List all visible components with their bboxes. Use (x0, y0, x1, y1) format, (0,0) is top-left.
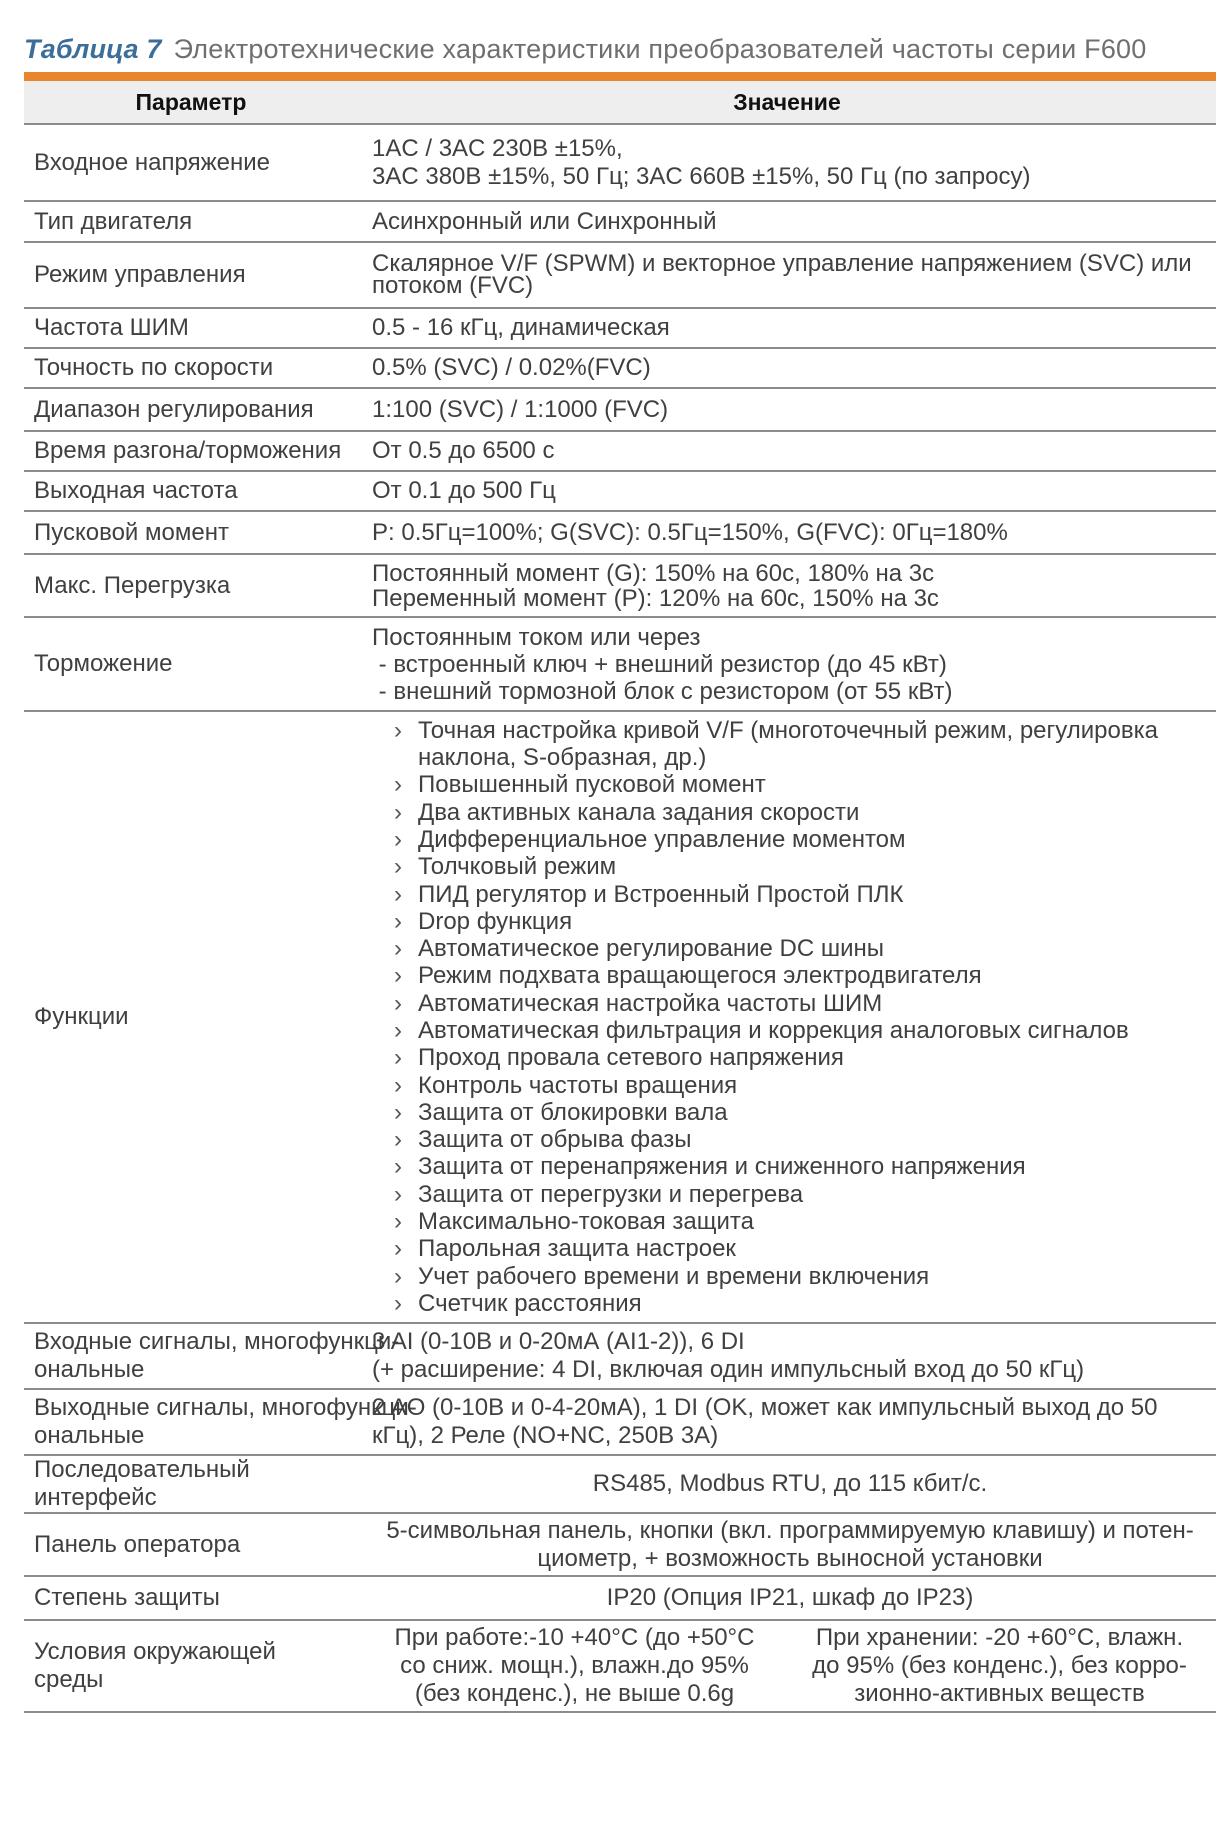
value-line: со сниж. мощн.), влажн.до 95% (400, 1652, 749, 1679)
chevron-right-icon: › (394, 1235, 402, 1263)
value-cell (358, 554, 1216, 617)
function-text: Автоматическая настройка частоты ШИМ (418, 989, 883, 1017)
function-list-item (372, 1208, 1208, 1235)
value-cell: IP20 (Опция IP21, шкаф до IP23) (358, 1576, 1216, 1620)
value-cell (358, 1513, 1216, 1576)
value-cell (358, 1389, 1216, 1455)
value-line: 2 AO (0-10В и 0-4-20мА), 1 DI (OK, может как импульсный выход до 50 (372, 1394, 1158, 1421)
param-cell: Пусковой момент (24, 511, 358, 554)
value-cell (358, 711, 1216, 1323)
function-list-item (372, 1099, 1208, 1126)
function-text: Точная настройка кривой V/F (многоточечный режим, регулировка наклона, S-образная, др.) (418, 716, 1158, 772)
value-line: 0.5% (SVC) / 0.02%(FVC) (372, 354, 651, 381)
table-row (24, 511, 1216, 554)
chevron-right-icon: › (394, 716, 402, 744)
table-row (24, 1323, 1216, 1389)
value-cell (358, 242, 1216, 308)
function-list-item (372, 1263, 1208, 1290)
function-list-item (372, 881, 1208, 908)
value-line: до 95% (без конденс.), без корро- (812, 1652, 1187, 1679)
param-line: ональные (34, 1422, 145, 1449)
value-line: При работе:-10 +40°С (до +50°С (394, 1624, 755, 1651)
value-cell (358, 201, 1216, 242)
value-line: 3 AI (0-10В и 0-20мА (AI1-2)), 6 DI (372, 1328, 745, 1355)
function-text: Автоматическое регулирование DC шины (418, 935, 885, 963)
function-text: Контроль частоты вращения (418, 1071, 738, 1099)
function-list-item (372, 990, 1208, 1017)
chevron-right-icon: › (394, 1208, 402, 1236)
value-line: (без конденс.), не выше 0.6g (414, 1680, 735, 1707)
value-line: От 0.5 до 6500 с (372, 437, 555, 464)
param-cell: Точность по скорости (24, 348, 358, 388)
function-list-item (372, 1126, 1208, 1153)
chevron-right-icon: › (394, 1071, 402, 1099)
table-row (24, 242, 1216, 308)
orange-header-rule (24, 72, 1216, 81)
param-line: Входные сигналы, многофункци- (34, 1328, 400, 1355)
function-text: Защита от перегрузки и перегрева (418, 1180, 804, 1208)
chevron-right-icon: › (394, 1017, 402, 1044)
function-list-item (372, 1044, 1208, 1071)
function-list-item (372, 1153, 1208, 1180)
param-cell: Время разгона/торможения (24, 431, 358, 471)
param-cell: Торможение (24, 617, 358, 711)
param-cell (24, 1389, 417, 1455)
operating-conditions (362, 1624, 787, 1708)
function-text: Максимально-токовая защита (418, 1208, 754, 1236)
table-row (24, 1513, 1216, 1576)
param-cell (24, 1323, 400, 1389)
value-line: Переменный момент (P): 120% на 60с, 150% на 3с (372, 584, 939, 612)
header-parameter: Параметр (24, 81, 358, 124)
table-row (24, 711, 1216, 1323)
chevron-right-icon: › (394, 1262, 402, 1290)
function-text: Счетчик расстояния (418, 1289, 642, 1317)
function-list-item (372, 771, 1208, 798)
chevron-right-icon: › (394, 1126, 402, 1154)
function-text: Защита от перенапряжения и сниженного напряжения (418, 1153, 1026, 1181)
param-cell: Условия окружающей среды (24, 1620, 358, 1712)
param-cell: Макс. Перегрузка (24, 554, 358, 617)
table-row (24, 1455, 1216, 1513)
value-line: Скалярное V/F (SPWM) и векторное управление напряжением (SVC) или потоком (FVC) (372, 250, 1192, 299)
function-text: Учет рабочего времени и времени включения (418, 1262, 930, 1290)
value-cell: RS485, Modbus RTU, до 115 кбит/с. (358, 1455, 1216, 1513)
caption-label: Таблица 7 (24, 34, 162, 64)
value-line: 3AC 380В ±15%, 50 Гц; 3AC 660В ±15%, 50 Гц (по запросу) (372, 162, 1031, 190)
header-row (24, 81, 1216, 124)
function-list-item (372, 1235, 1208, 1262)
param-cell: Панель оператора (24, 1513, 358, 1576)
param-cell: Последовательный интерфейс (24, 1455, 358, 1513)
spec-table (24, 81, 1216, 1713)
function-list-item (372, 799, 1208, 826)
header-value: Значение (358, 81, 1216, 124)
table-row (24, 431, 1216, 471)
table-row (24, 1389, 1216, 1455)
caption-text: Электротехнические характеристики преобразователей частоты серии F600 (173, 34, 1147, 64)
value-cell (358, 1620, 1216, 1712)
function-list-item (372, 1072, 1208, 1099)
function-text: Толчковый режим (418, 853, 617, 881)
chevron-right-icon: › (394, 907, 402, 935)
value-line: зионно-активных веществ (854, 1680, 1145, 1707)
function-text: ПИД регулятор и Встроенный Простой ПЛК (418, 880, 904, 908)
function-list-item (372, 908, 1208, 935)
function-text: Повышенный пусковой момент (418, 771, 766, 799)
value-cell (358, 511, 1216, 554)
chevron-right-icon: › (394, 1180, 402, 1208)
value-cell (358, 124, 1216, 201)
value-line: циометр, + возможность выносной установки (537, 1544, 1043, 1572)
value-line: - внешний тормозной блок с резистором (от 55 кВт) (372, 677, 953, 705)
function-text: Защита от блокировки вала (418, 1098, 728, 1126)
value-line: 0.5 - 16 кГц, динамическая (372, 314, 670, 341)
table-row (24, 201, 1216, 242)
value-line: P: 0.5Гц=100%; G(SVC): 0.5Гц=150%, G(FVC): 0Гц=180% (372, 518, 1008, 546)
param-cell: Функции (24, 711, 358, 1323)
value-line: Постоянный момент (G): 150% на 60с, 180% на 3с (372, 559, 935, 587)
chevron-right-icon: › (394, 771, 402, 799)
value-line: При хранении: -20 +60°С, влажн. (815, 1624, 1184, 1651)
param-cell: Тип двигателя (24, 201, 358, 242)
function-list-item (372, 717, 1208, 772)
param-cell: Входное напряжение (24, 124, 358, 201)
chevron-right-icon: › (394, 825, 402, 853)
param-cell: Выходная частота (24, 471, 358, 511)
table-row (24, 308, 1216, 348)
function-text: Парольная защита настроек (418, 1235, 736, 1263)
table-row (24, 554, 1216, 617)
value-cell (358, 1323, 1216, 1389)
chevron-right-icon: › (394, 935, 402, 963)
function-text: Дифференциальное управление моментом (418, 825, 906, 853)
chevron-right-icon: › (394, 1153, 402, 1181)
function-text: Проход провала сетевого напряжения (418, 1044, 844, 1072)
value-cell (358, 471, 1216, 511)
chevron-right-icon: › (394, 1289, 402, 1317)
function-list (372, 717, 1208, 1318)
value-cell (358, 348, 1216, 388)
environment-split (362, 1624, 1212, 1708)
chevron-right-icon: › (394, 962, 402, 990)
function-text: Два активных канала задания скорости (418, 798, 860, 826)
param-line: ональные (34, 1356, 145, 1383)
function-list-item (372, 826, 1208, 853)
function-text: Drop функция (418, 907, 573, 935)
chevron-right-icon: › (394, 1044, 402, 1072)
table-row (24, 348, 1216, 388)
value-line: От 0.1 до 500 Гц (372, 477, 556, 504)
value-line: кГц), 2 Реле (NO+NC, 250В 3А) (372, 1422, 719, 1449)
value-line: 5-символьная панель, кнопки (вкл. программируемую клавишу) и потен- (386, 1516, 1194, 1544)
table-row (24, 1576, 1216, 1620)
function-text: Режим подхвата вращающегося электродвигателя (418, 962, 982, 990)
value-line: 1:100 (SVC) / 1:1000 (FVC) (372, 395, 669, 423)
value-line: 1AC / 3AC 230В ±15%, (372, 134, 623, 162)
table-caption (24, 34, 1146, 65)
function-list-item (372, 1181, 1208, 1208)
function-list-item (372, 935, 1208, 962)
function-list-item (372, 1017, 1208, 1044)
param-cell: Режим управления (24, 242, 358, 308)
chevron-right-icon: › (394, 880, 402, 908)
value-cell (358, 308, 1216, 348)
value-cell (358, 431, 1216, 471)
function-text: Защита от обрыва фазы (418, 1126, 692, 1154)
function-text: Автоматическая фильтрация и коррекция аналоговых сигналов (418, 1017, 1129, 1044)
table-row (24, 617, 1216, 711)
value-line: (+ расширение: 4 DI, включая один импульсный вход до 50 кГц) (372, 1356, 1085, 1383)
param-cell: Частота ШИМ (24, 308, 358, 348)
value-cell (358, 617, 1216, 711)
chevron-right-icon: › (394, 853, 402, 881)
table-row (24, 1620, 1216, 1712)
chevron-right-icon: › (394, 989, 402, 1017)
value-line: Постоянным током или через (372, 623, 701, 651)
storage-conditions (787, 1624, 1212, 1708)
param-cell: Диапазон регулирования (24, 388, 358, 431)
table-row (24, 471, 1216, 511)
value-cell (358, 388, 1216, 431)
chevron-right-icon: › (394, 798, 402, 826)
param-cell: Степень защиты (24, 1576, 358, 1620)
param-line: Выходные сигналы, многофункци- (34, 1394, 417, 1421)
function-list-item (372, 853, 1208, 880)
value-line: - встроенный ключ + внешний резистор (до 45 кВт) (372, 650, 947, 678)
value-line: Асинхронный или Синхронный (372, 207, 717, 235)
function-list-item (372, 962, 1208, 989)
chevron-right-icon: › (394, 1098, 402, 1126)
table-row (24, 388, 1216, 431)
table-row (24, 124, 1216, 201)
function-list-item (372, 1290, 1208, 1317)
